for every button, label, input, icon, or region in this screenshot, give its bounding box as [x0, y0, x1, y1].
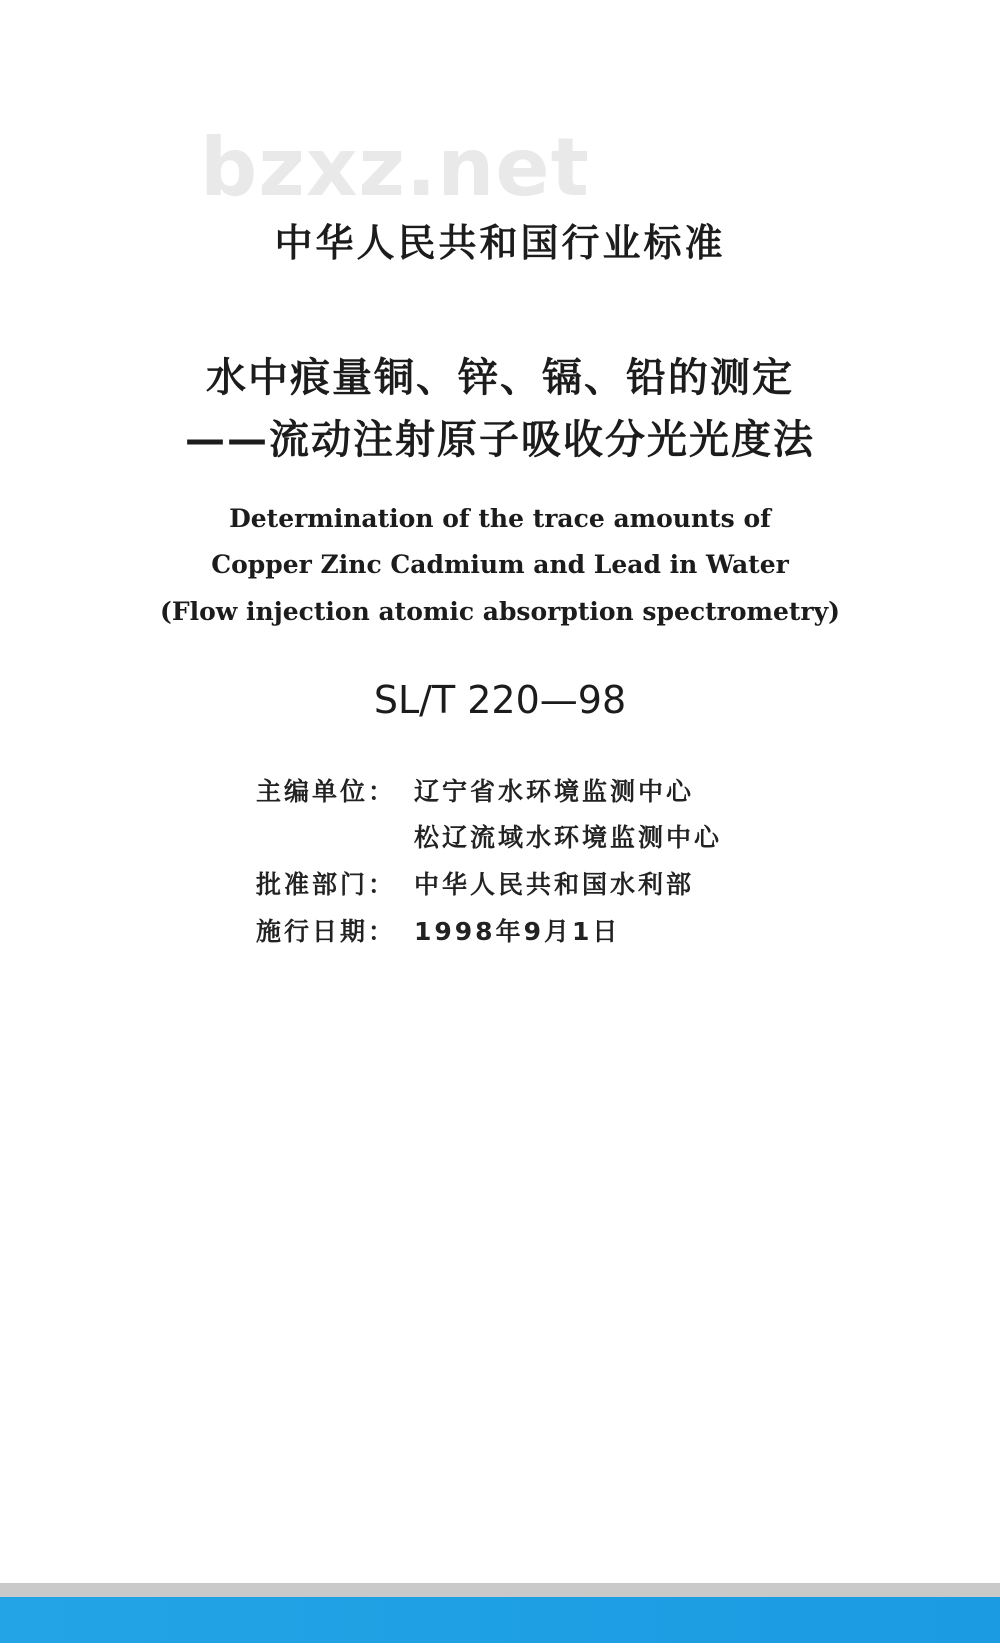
editor-row-2 — [256, 818, 722, 854]
approver: 中华人民共和国水利部 — [414, 870, 695, 899]
english-title-line-2: Copper Zinc Cadmium and Lead in Water — [211, 550, 789, 579]
bottom-divider — [0, 1583, 1000, 1597]
approver-row — [256, 865, 694, 901]
editor-label: 主编单位： — [256, 777, 397, 806]
effective-date-row — [256, 912, 620, 948]
chinese-title-line-2: ——流动注射原子吸收分光光度法 — [185, 417, 815, 463]
english-title-line-3: (Flow injection atomic absorption spectrometry) — [160, 597, 840, 626]
effective-date: 1998年9月1日 — [414, 917, 621, 946]
editor-2: 松辽流域水环境监测中心 — [414, 823, 723, 852]
editor-row — [256, 772, 694, 808]
standard-code: SL/T 220—98 — [373, 678, 627, 722]
approver-label: 批准部门： — [256, 870, 397, 899]
chinese-title-line-1: 水中痕量铜、锌、镉、铅的测定 — [206, 355, 794, 401]
bottom-bar — [0, 1597, 1000, 1643]
effective-label: 施行日期： — [256, 917, 397, 946]
editor-1: 辽宁省水环境监测中心 — [414, 777, 695, 806]
english-title-line-1: Determination of the trace amounts of — [229, 504, 771, 533]
watermark: bzxz.net — [200, 121, 590, 214]
standard-type-heading: 中华人民共和国行业标准 — [274, 221, 726, 265]
